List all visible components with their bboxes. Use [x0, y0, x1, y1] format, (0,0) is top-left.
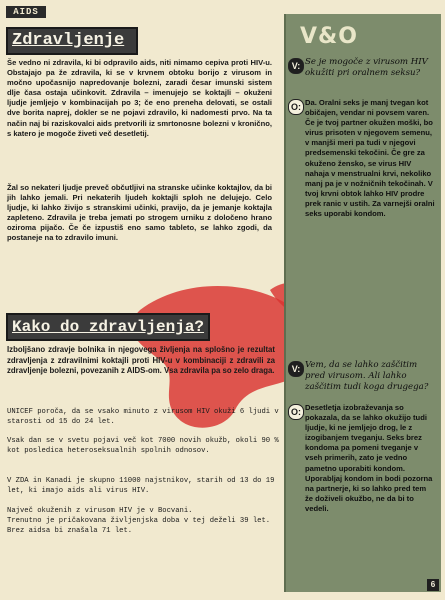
- intro-paragraph: Izboljšano zdravje bolnika in njegovega življenja na splošno je rezultat zdravljenja z zdravilnimi koktajli proti HIV-u v kombinaciji z zdravili za zdravljenje bolezni, povezanih z AIDS-om. Vsa zdravila pa so zelo draga.: [7, 345, 275, 376]
- question-1: Se je mogoče z virusom HIV okužiti pri oralnem seksu?: [305, 57, 428, 78]
- answer-2: Desetletja izobraževanja so pokazala, da se lahko okužijo tudi ljudje, ki ne jemljejo drog, le z izogibanjem tveganju. Seks brez kondoma pa pomeni tveganje v vseh primerih, zato je vedno pametno uporabiti kondom. Uporabljaj kondom in bodi pozorna na partnerje, ki so lahko pred tem že doživeli okužbo, ne da bi to vedeli.: [305, 403, 433, 513]
- question-marker-2: V:: [288, 361, 304, 377]
- section-tag: AIDS: [6, 6, 46, 18]
- stat-botswana: Največ okuženih z virusom HIV je v Bocvani.: [7, 507, 193, 515]
- paragraph-treatment-2: Žal so nekateri ljudje preveč občutljivi na stranske učinke koktajlov, da bi jih lahko jemali. Pri nekaterih ljudeh koktajli sploh ne delujejo. Celo ljudje, ki lahko živijo s stranskimi učinki, pravijo, da je jemanje koktajla zapleteno. Zdravila je treba jemati po strogem urniku z določeno hrano oziroma pijačo. Če če izpustiš eno samo tableto, se lahko zgodi, da postaneje na to zdravilo imuni.: [7, 183, 272, 243]
- stat-life-expectancy: Trenutno je pričakovana življenjska doba v tej deželi 39 let. Brez aidsa bi znašala 71 let.: [7, 517, 271, 536]
- paragraph-treatment-1: Še vedno ni zdravila, ki bi odpravilo aids, niti nimamo cepiva proti HIV-u. Obstajajo pa že zdravila, ki se v krvnem obtoku borijo z virusom in močno upočasnijo napredovanje bolezni, zaradi česar imunski sistem dlje časa ostaja učinkovit. Zdravila – imenujejo se koktajli – okuženi ljudje jemljejo v kombinacijah po 3; če eno preneha delovati, se ostali dve borita naprej, dokler se ne pojavi zdravilo, ki nadomesti prvo. Na ta način naj bi raziskovalci aids pretvorili iz smrtonosne bolezni v kronično, s katero je mogoče živeti več desetletij.: [7, 58, 272, 138]
- question-marker-1: V:: [288, 58, 304, 74]
- answer-1: Da. Oralni seks je manj tvegan kot običajen, vendar ni povsem varen. Če je tvoj partner okužen moški, bo virus prisoten v njegovem semenu, v manjši meri pa tudi v njegovi predsemenski tekočini. Če gre za okuženo žensko, se virus HIV nahaja v menstrualni krvi, nekoliko manj pa je v nožničnih tekočinah. V tvoj krvni obtok lahko HIV prodre prek ranic v ustih. Za varnejši oralni seks uporabi kondom.: [305, 98, 435, 219]
- heading-how-to-get-treatment: Kako do zdravljenja?: [6, 313, 210, 341]
- stat-daily-infections: Vsak dan se v svetu pojavi več kot 7000 novih okužb, okoli 90 % kot posledica heteroseksualnih spolnih odnosov.: [7, 437, 279, 456]
- heading-treatment: Zdravljenje: [6, 27, 138, 55]
- stat-us-canada: V ZDA in Kanadi je skupno 11000 najstnikov, starih od 13 do 19 let, ki imajo aids ali virus HIV.: [7, 477, 275, 496]
- stat-unicef: UNICEF poroča, da se vsako minuto z virusom HIV okuži 6 ljudi v starosti od 15 do 24 let.: [7, 408, 279, 427]
- question-2: Vem, da se lahko zaščitim pred virusom. Ali lahko zaščitim tudi koga drugega?: [305, 360, 429, 392]
- qa-panel-title: V&O: [300, 24, 358, 49]
- answer-marker-1: O:: [288, 99, 304, 115]
- page-number: 6: [427, 579, 439, 591]
- answer-marker-2: O:: [288, 404, 304, 420]
